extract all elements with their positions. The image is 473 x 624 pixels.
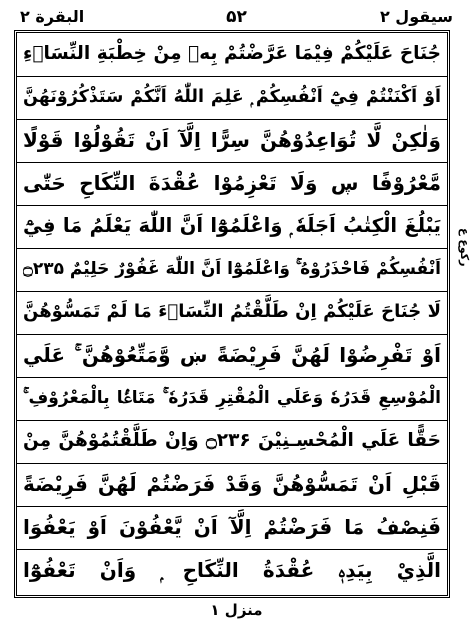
line-divider	[17, 119, 447, 120]
text-line: جُنَاحَ عَلَيْكُمْ فِيْمَا عَرَّضْتُمْ بِهٖ مِنْ خِطْبَةِ النِّسَاۗءِ	[23, 43, 441, 64]
ruku-margin-mark: رکوع ع	[458, 228, 471, 267]
text-line: مَّعْرُوْفًا ڛ وَلَا تَعْزِمُوْا عُقْدَةَ النِّكَاحِ حَتّٰى	[23, 171, 441, 195]
line-divider	[17, 549, 447, 550]
manzil-footer: منزل ۱	[210, 601, 263, 619]
page-number: ۵۲	[226, 7, 247, 27]
line-divider	[17, 291, 447, 292]
text-line: وَلٰكِنْ لَّا تُوَاعِدُوْھُنَّ سِرًّا اِلَّآ اَنْ تَقُوْلُوْا قَوْلًا	[23, 128, 441, 152]
text-line: اَوْ اَكْنَنْتُمْ فِيْٓ اَنْفُسِكُمْ ۭ عَلِمَ اللّٰهُ اَنَّكُمْ سَتَذْكُرُوْنَهُنَّ	[23, 87, 441, 107]
text-line: حَقًّا عَلَي الْمُحْسِـنِيْنَ ۝۲۳۶ وَاِنْ طَلَّقْتُمُوْھُنَّ مِنْ	[23, 430, 441, 451]
line-divider	[17, 377, 447, 378]
line-divider	[17, 205, 447, 206]
surah-name: البقرة ۲	[20, 7, 85, 26]
line-divider	[17, 334, 447, 335]
line-divider	[17, 248, 447, 249]
text-line: الْمُوْسِعِ قَدَرُهٗ وَعَلَي الْمُقْتِرِ قَدَرُهٗ ۚ مَتَاعًۢا بِالْمَعْرُوْفِ ۚ	[23, 388, 441, 408]
page-header	[14, 4, 459, 30]
text-line: اَنْفُسِكُمْ فَاحْذَرُوْهُ ۚ وَاعْلَمُوْٓا اَنَّ اللّٰهَ غَفُوْرٌ حَلِيْمٌ ۝۲۳۵	[23, 259, 441, 279]
text-frame	[14, 30, 450, 598]
text-line: يَبْلُغَ الْكِتٰبُ اَجَلَهٗ ۭ وَاعْلَمُوْٓا اَنَّ اللّٰهَ يَعْلَمُ مَا فِيْٓ	[23, 214, 441, 237]
text-line: اَوْ تَفْرِضُوْا لَهُنَّ فَرِيْضَةً ښ وَّمَتِّعُوْھُنَّ ۚ عَلَي	[23, 343, 441, 367]
juz-name: سیقول ۲	[379, 7, 453, 26]
line-divider	[17, 76, 447, 77]
text-line: فَنِصْفُ مَا فَرَضْتُمْ اِلَّآ اَنْ يَّعْفُوْنَ اَوْ يَعْفُوَا	[23, 515, 441, 539]
line-divider	[17, 463, 447, 464]
text-line: لَا جُنَاحَ عَلَيْكُمْ اِنْ طَلَّقْتُمُ النِّسَاۗءَ مَا لَمْ تَمَسُّوْھُنَّ	[23, 301, 441, 322]
text-line: الَّذِيْ بِيَدِهٖ عُقْدَةُ النِّكَاحِ ۭ وَاَنْ تَعْفُوْٓا	[23, 558, 441, 582]
line-divider	[17, 506, 447, 507]
line-divider	[17, 420, 447, 421]
text-line: قَبْلِ اَنْ تَمَسُّوْھُنَّ وَقَدْ فَرَضْتُمْ لَهُنَّ فَرِيْضَةً	[23, 472, 441, 496]
line-divider	[17, 162, 447, 163]
